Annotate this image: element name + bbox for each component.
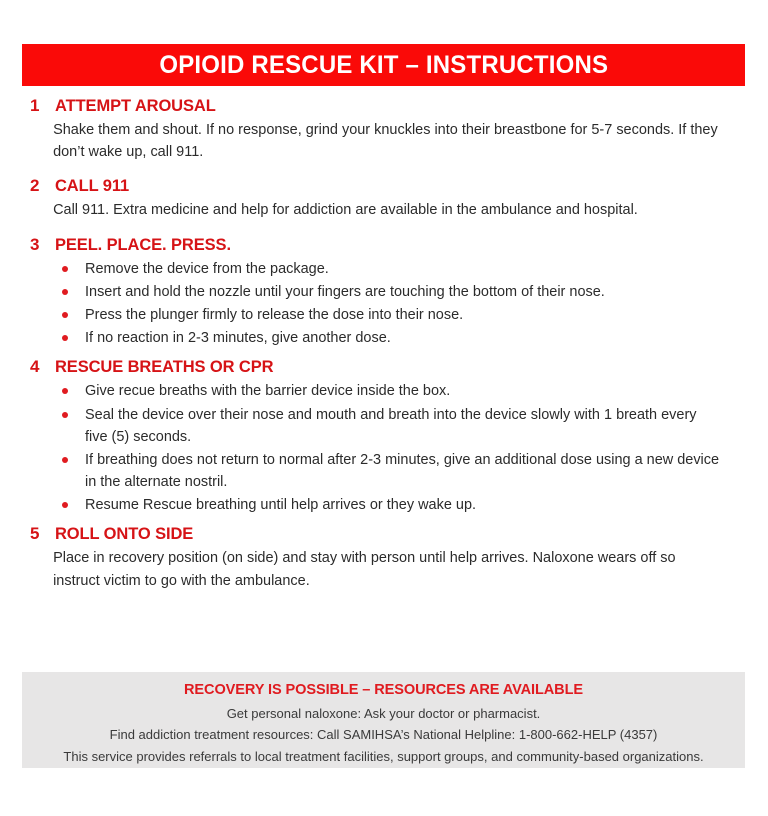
footer-line: Get personal naloxone: Ask your doctor or pharmacist. xyxy=(226,706,541,721)
list-item-text: Press the plunger firmly to release the dose into their nose. xyxy=(85,305,464,323)
footer-title: RECOVERY IS POSSIBLE – RESOURCES ARE AVAILABLE xyxy=(184,681,583,698)
section-heading xyxy=(0,524,768,544)
list-item xyxy=(0,404,744,448)
section-call-911 xyxy=(0,176,768,221)
bullet-dot-icon xyxy=(62,388,68,394)
section-roll-onto-side xyxy=(0,524,768,591)
list-item xyxy=(0,281,744,303)
section-bullet-list xyxy=(0,258,768,350)
title-banner xyxy=(22,44,745,86)
bullet-dot-icon xyxy=(62,457,68,463)
section-heading xyxy=(0,176,768,196)
section-attempt-arousal xyxy=(0,96,768,163)
list-item-text: Seal the device over their nose and mouth and breath into the device slowly with 1 breath every five (5) seconds. xyxy=(85,405,697,445)
section-heading xyxy=(0,96,768,116)
spacer xyxy=(0,167,768,176)
section-heading xyxy=(0,235,768,255)
footer-line: This service provides referrals to local treatment facilities, support groups, and community-based organizations. xyxy=(63,748,704,764)
list-item-text: Resume Rescue breathing until help arrives or they wake up. xyxy=(85,496,477,514)
section-paragraph: Call 911. Extra medicine and help for addiction are available in the ambulance and hospital. xyxy=(53,201,638,219)
bullet-dot-icon xyxy=(62,266,68,272)
bullet-dot-icon xyxy=(62,412,68,418)
footer-line: Find addiction treatment resources: Call SAMIHSA’s National Helpline: 1-800-662-HELP (4357) xyxy=(109,727,658,743)
bullet-dot-icon xyxy=(62,289,68,295)
page-title: OPIOID RESCUE KIT – INSTRUCTIONS xyxy=(159,50,608,79)
section-bullet-list xyxy=(0,380,768,516)
section-rescue-breaths-or-cpr xyxy=(0,357,768,516)
list-item xyxy=(0,380,744,402)
section-title: ROLL ONTO SIDE xyxy=(55,524,194,544)
section-heading xyxy=(0,357,768,377)
section-title: RESCUE BREATHS OR CPR xyxy=(55,357,274,377)
spacer xyxy=(0,226,768,235)
bullet-dot-icon xyxy=(62,312,68,318)
section-paragraph: Place in recovery position (on side) and stay with person until help arrives. Naloxone wears off so instruct victim to go with the ambulance. xyxy=(53,549,676,589)
list-item-text: Insert and hold the nozzle until your fingers are touching the bottom of their nose. xyxy=(85,282,605,300)
section-number: 1 xyxy=(30,96,40,115)
list-item-text: Remove the device from the package. xyxy=(85,259,329,277)
list-item xyxy=(0,494,744,516)
list-item xyxy=(0,304,744,326)
bullet-dot-icon xyxy=(62,335,68,341)
instructions-body xyxy=(0,96,768,596)
section-number: 5 xyxy=(30,524,40,544)
list-item xyxy=(0,258,744,280)
section-number: 3 xyxy=(30,234,40,254)
section-title: ATTEMPT AROUSAL xyxy=(55,96,216,115)
bullet-dot-icon xyxy=(62,502,68,508)
list-item-text: If breathing does not return to normal after 2-3 minutes, give an additional dose using a new device in the alternate nostril. xyxy=(85,450,720,491)
resources-footer xyxy=(22,672,745,768)
section-title: CALL 911 xyxy=(55,176,130,196)
list-item xyxy=(0,327,744,349)
section-paragraph: Shake them and shout. If no response, grind your knuckles into their breastbone for 5-7 seconds. If they don’t wake up, call 911. xyxy=(53,121,718,161)
section-number: 4 xyxy=(30,357,40,377)
section-number: 2 xyxy=(30,176,40,196)
list-item xyxy=(0,449,744,493)
list-item-text: Give recue breaths with the barrier device inside the box. xyxy=(85,382,451,400)
section-title: PEEL. PLACE. PRESS. xyxy=(55,234,231,254)
section-peel-place-press xyxy=(0,235,768,350)
list-item-text: If no reaction in 2-3 minutes, give another dose. xyxy=(85,329,391,347)
